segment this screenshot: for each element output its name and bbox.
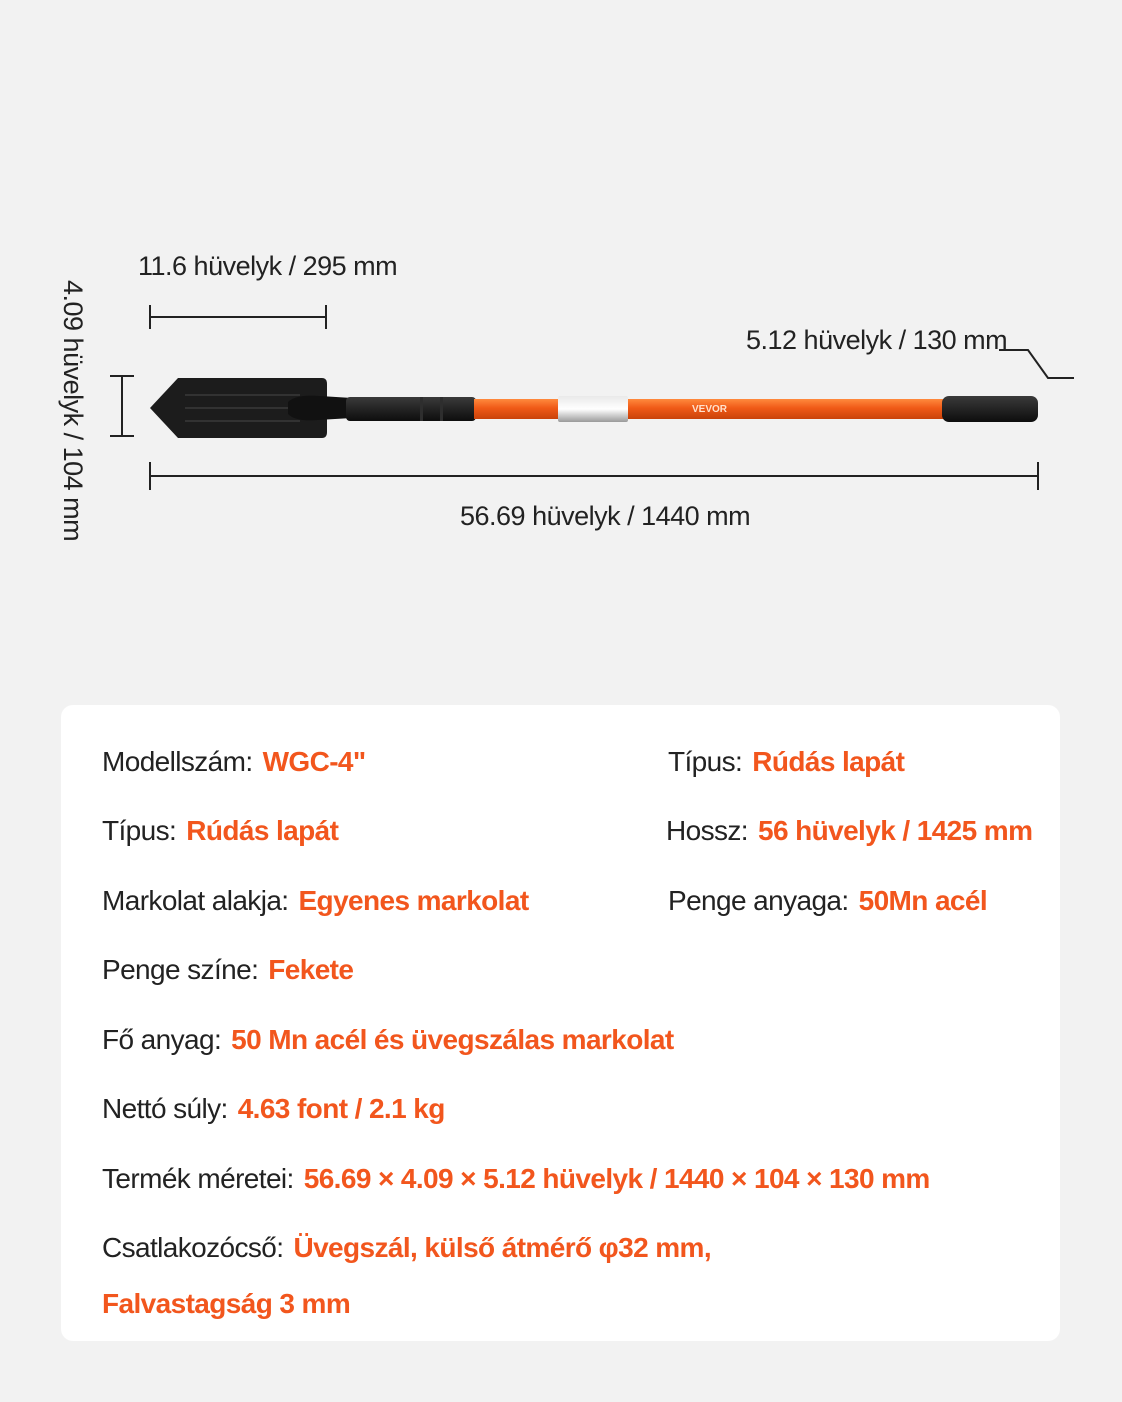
blade-socket: [288, 396, 476, 421]
spec-model-label: Modellszám:: [102, 746, 253, 777]
spec-product-dimensions: [102, 1162, 930, 1196]
total-length-dimension-line: [150, 462, 1038, 490]
grip-leader-line: [999, 350, 1074, 378]
spec-connector-value: Üvegszál, külső átmérő φ32 mm,: [293, 1232, 712, 1263]
metal-connector: [558, 396, 628, 422]
end-grip: [942, 396, 1038, 422]
blade-height-dimension-line: [110, 376, 134, 436]
spec-type: [102, 814, 338, 848]
spec-type-right-value: Rúdás lapát: [752, 746, 905, 777]
spec-type-right-label: Típus:: [668, 746, 743, 777]
blade-height-label: 4.09 hüvelyk / 104 mm: [58, 280, 88, 542]
spec-type-right: [668, 745, 904, 779]
spec-connector-label: Csatlakozócső:: [102, 1232, 284, 1263]
spec-length-label: Hossz:: [666, 815, 748, 846]
spec-grip-shape-value: Egyenes markolat: [298, 885, 529, 916]
spec-main-material-label: Fő anyag:: [102, 1024, 222, 1055]
spec-blade-color-value: Fekete: [268, 954, 354, 985]
spec-net-weight-label: Nettó súly:: [102, 1093, 228, 1124]
spec-blade-material-label: Penge anyaga:: [668, 885, 849, 916]
spec-blade-material: [668, 884, 987, 918]
spec-blade-color-label: Penge színe:: [102, 954, 259, 985]
spec-grip-shape: [102, 884, 529, 918]
spec-product-dimensions-value: 56.69 × 4.09 × 5.12 hüvelyk / 1440 × 104 × 130 mm: [303, 1163, 930, 1194]
grip-length-label: 5.12 hüvelyk / 130 mm: [746, 325, 1008, 355]
spec-connector: [102, 1231, 711, 1265]
spec-product-dimensions-label: Termék méretei:: [102, 1163, 294, 1194]
spec-grip-shape-label: Markolat alakja:: [102, 885, 289, 916]
shovel-illustration: [0, 0, 1122, 600]
spec-blade-material-value: 50Mn acél: [858, 885, 988, 916]
spec-card: [61, 705, 1060, 1341]
brand-logo: VEVOR: [692, 404, 728, 415]
spec-net-weight: [102, 1092, 445, 1126]
spec-connector-value-2: Falvastagság 3 mm: [102, 1288, 351, 1319]
blade-width-dimension-line: [150, 305, 326, 329]
spec-type-label: Típus:: [102, 815, 177, 846]
spec-model: [102, 745, 366, 779]
spec-blade-color: [102, 953, 353, 987]
spec-length: [666, 814, 1032, 848]
total-length-label: 56.69 hüvelyk / 1440 mm: [460, 501, 751, 531]
spec-net-weight-value: 4.63 font / 2.1 kg: [237, 1093, 445, 1124]
spec-type-value: Rúdás lapát: [186, 815, 339, 846]
spec-main-material-value: 50 Mn acél és üvegszálas markolat: [231, 1024, 674, 1055]
spec-main-material: [102, 1023, 674, 1057]
spec-length-value: 56 hüvelyk / 1425 mm: [757, 815, 1033, 846]
spec-connector-continued: [102, 1287, 350, 1321]
blade-width-label: 11.6 hüvelyk / 295 mm: [138, 251, 398, 281]
spec-model-value: WGC-4": [262, 746, 366, 777]
